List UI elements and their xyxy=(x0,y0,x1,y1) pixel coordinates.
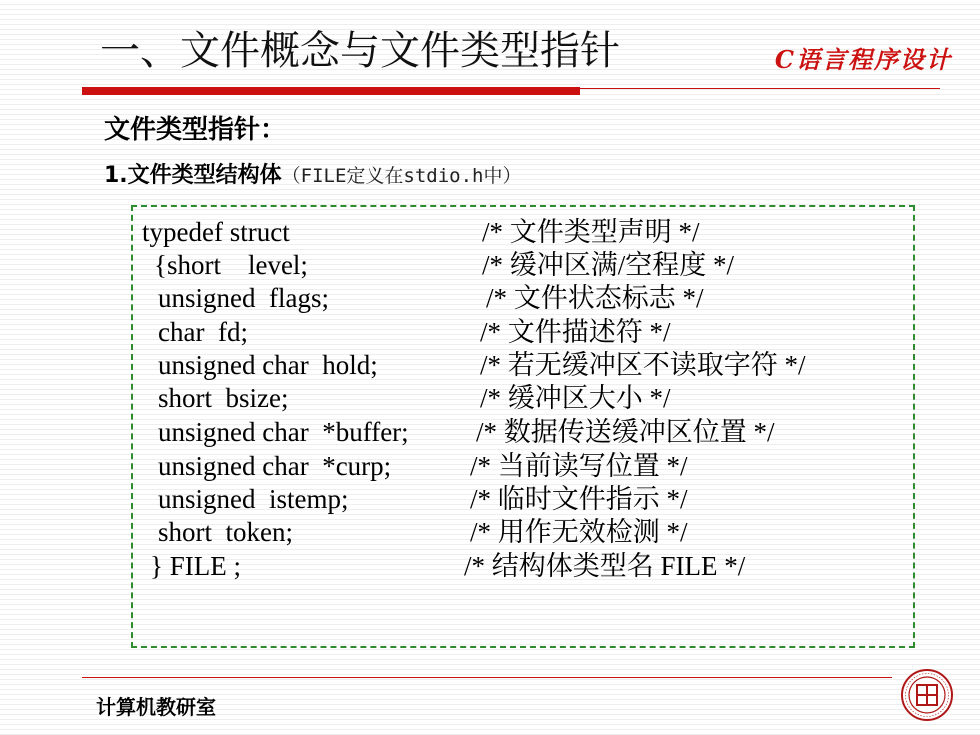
item-title: 1.文件类型结构体 xyxy=(104,163,282,188)
code-line-10-decl: short token; xyxy=(158,517,293,547)
page-title: 一、文件概念与文件类型指针 xyxy=(100,28,620,74)
footer-rule xyxy=(82,677,892,678)
footer-label: 计算机教研室 xyxy=(96,695,216,719)
course-brand-label: C语言程序设计 xyxy=(774,45,952,74)
code-line-4-comment: /* 文件描述符 */ xyxy=(480,317,671,347)
code-line-3-decl: unsigned flags; xyxy=(158,283,329,313)
code-line-2-decl: {short level; xyxy=(154,250,308,280)
code-line-8-decl: unsigned char *curp; xyxy=(158,451,392,481)
code-line-9-decl: unsigned istemp; xyxy=(158,484,349,514)
title-underline-bar xyxy=(82,87,580,95)
code-line-11-decl: } FILE ; xyxy=(150,551,241,581)
item-note: （FILE定义在stdio.h中） xyxy=(281,165,522,187)
university-seal-icon xyxy=(900,668,954,722)
code-line-5-decl: unsigned char hold; xyxy=(158,350,378,380)
code-line-11-comment: /* 结构体类型名 FILE */ xyxy=(464,551,746,581)
section-heading: 文件类型指针： xyxy=(104,115,287,145)
title-underline-rule xyxy=(580,88,940,89)
code-line-8-comment: /* 当前读写位置 */ xyxy=(470,451,688,481)
code-line-10-comment: /* 用作无效检测 */ xyxy=(470,517,688,547)
code-line-6-comment: /* 缓冲区大小 */ xyxy=(480,383,671,413)
code-line-3-comment: /* 文件状态标志 */ xyxy=(486,283,704,313)
code-line-7-decl: unsigned char *buffer; xyxy=(158,417,409,447)
code-line-6-decl: short bsize; xyxy=(158,383,289,413)
code-line-1-comment: /* 文件类型声明 */ xyxy=(482,217,700,247)
code-line-1-decl: typedef struct xyxy=(142,217,290,247)
code-line-7-comment: /* 数据传送缓冲区位置 */ xyxy=(476,417,775,447)
code-line-9-comment: /* 临时文件指示 */ xyxy=(470,484,688,514)
code-line-2-comment: /* 缓冲区满/空程度 */ xyxy=(482,250,735,280)
code-line-4-decl: char fd; xyxy=(158,317,248,347)
code-line-5-comment: /* 若无缓冲区不读取字符 */ xyxy=(480,350,806,380)
item-line xyxy=(104,160,522,191)
